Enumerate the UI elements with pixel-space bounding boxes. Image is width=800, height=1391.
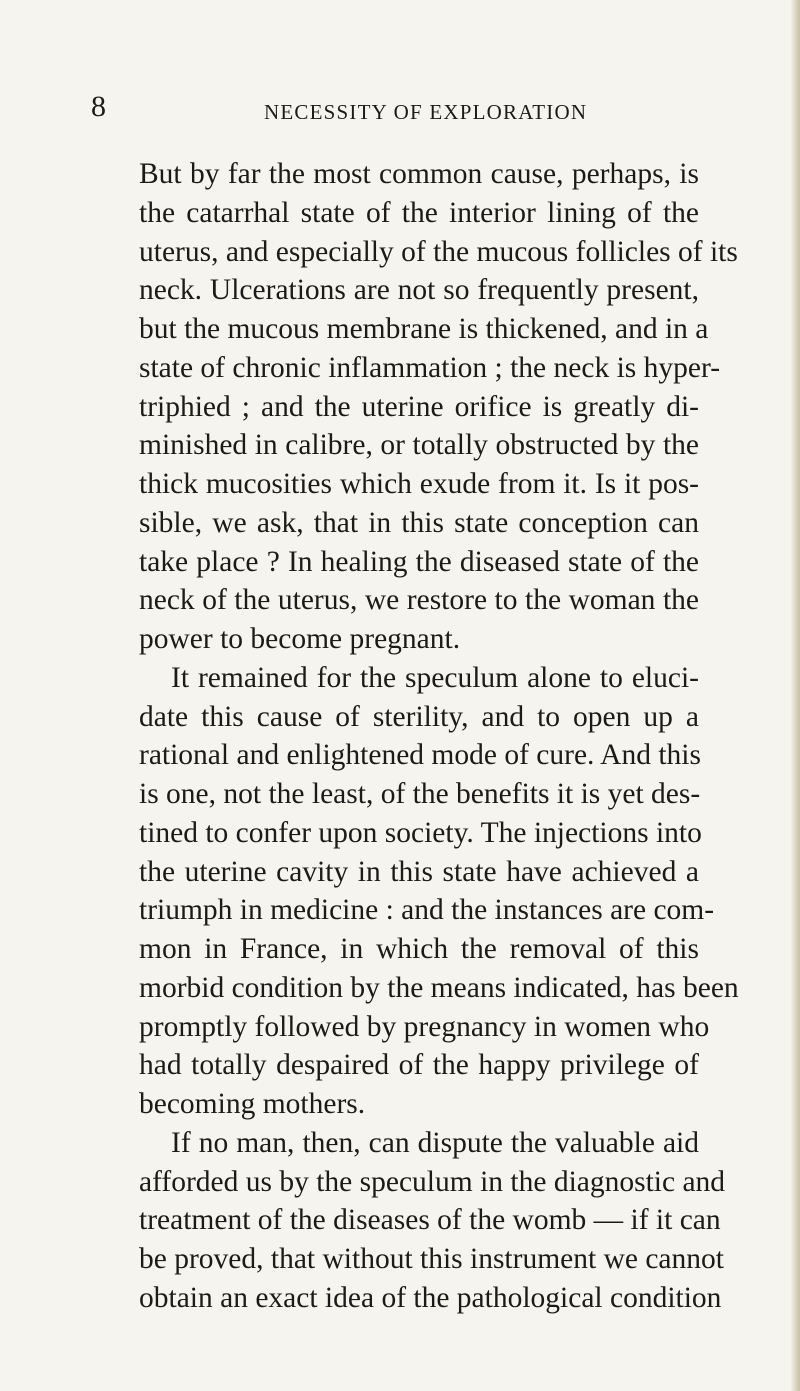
paragraph-2 bbox=[139, 659, 739, 1124]
paragraph-1 bbox=[139, 155, 738, 659]
text-line: state of chronic inflammation ; the neck is hyper- bbox=[139, 351, 721, 384]
text-line: power to become pregnant. bbox=[139, 623, 461, 655]
text-line: becoming mothers. bbox=[139, 1088, 366, 1120]
text-line: take place ? In healing the diseased state of the bbox=[139, 545, 699, 578]
text-line: tined to confer upon society. The injections into bbox=[139, 816, 702, 849]
text-line: sible, we ask, that in this state conception can bbox=[139, 506, 699, 539]
text-line: It remained for the speculum alone to eluci- bbox=[171, 661, 699, 694]
text-line: If no man, then, can dispute the valuable aid bbox=[171, 1126, 699, 1159]
text-line: afforded us by the speculum in the diagnostic and bbox=[139, 1165, 726, 1198]
text-line: morbid condition by the means indicated, has been bbox=[139, 971, 739, 1004]
text-line: treatment of the diseases of the womb — if it can bbox=[139, 1204, 721, 1237]
running-head: NECESSITY OF EXPLORATION bbox=[264, 100, 588, 124]
body-text bbox=[139, 155, 739, 1318]
text-line: minished in calibre, or totally obstructed by the bbox=[139, 429, 699, 462]
text-line: the uterine cavity in this state have achieved a bbox=[139, 855, 699, 888]
text-line: But by far the most common cause, perhaps, is bbox=[139, 158, 699, 190]
text-line: triphied ; and the uterine orifice is greatly di- bbox=[139, 390, 699, 423]
text-line: but the mucous membrane is thickened, and in a bbox=[139, 313, 709, 345]
text-line: date this cause of sterility, and to open up a bbox=[139, 700, 699, 733]
text-line: uterus, and especially of the mucous follicles of its bbox=[139, 235, 738, 268]
text-line: neck of the uterus, we restore to the woman the bbox=[139, 584, 699, 617]
text-line: mon in France, in which the removal of this bbox=[139, 933, 699, 965]
text-line: neck. Ulcerations are not so frequently present, bbox=[139, 274, 699, 307]
page-number: 8 bbox=[91, 90, 106, 123]
text-line: triumph in medicine : and the instances are com- bbox=[139, 894, 715, 927]
text-line: rational and enlightened mode of cure. And this bbox=[139, 739, 701, 772]
text-line: is one, not the least, of the benefits it is yet des- bbox=[139, 778, 701, 810]
text-line: obtain an exact idea of the pathological condition bbox=[139, 1281, 722, 1314]
text-line: be proved, that without this instrument we cannot bbox=[139, 1243, 724, 1275]
text-line: had totally despaired of the happy privilege of bbox=[139, 1049, 699, 1082]
text-line: promptly followed by pregnancy in women who bbox=[139, 1010, 710, 1043]
paragraph-3 bbox=[139, 1124, 726, 1318]
page-edge-shadow bbox=[791, 0, 800, 1391]
text-line: the catarrhal state of the interior lining of the bbox=[139, 196, 699, 229]
text-line: thick mucosities which exude from it. Is it pos- bbox=[139, 468, 699, 500]
